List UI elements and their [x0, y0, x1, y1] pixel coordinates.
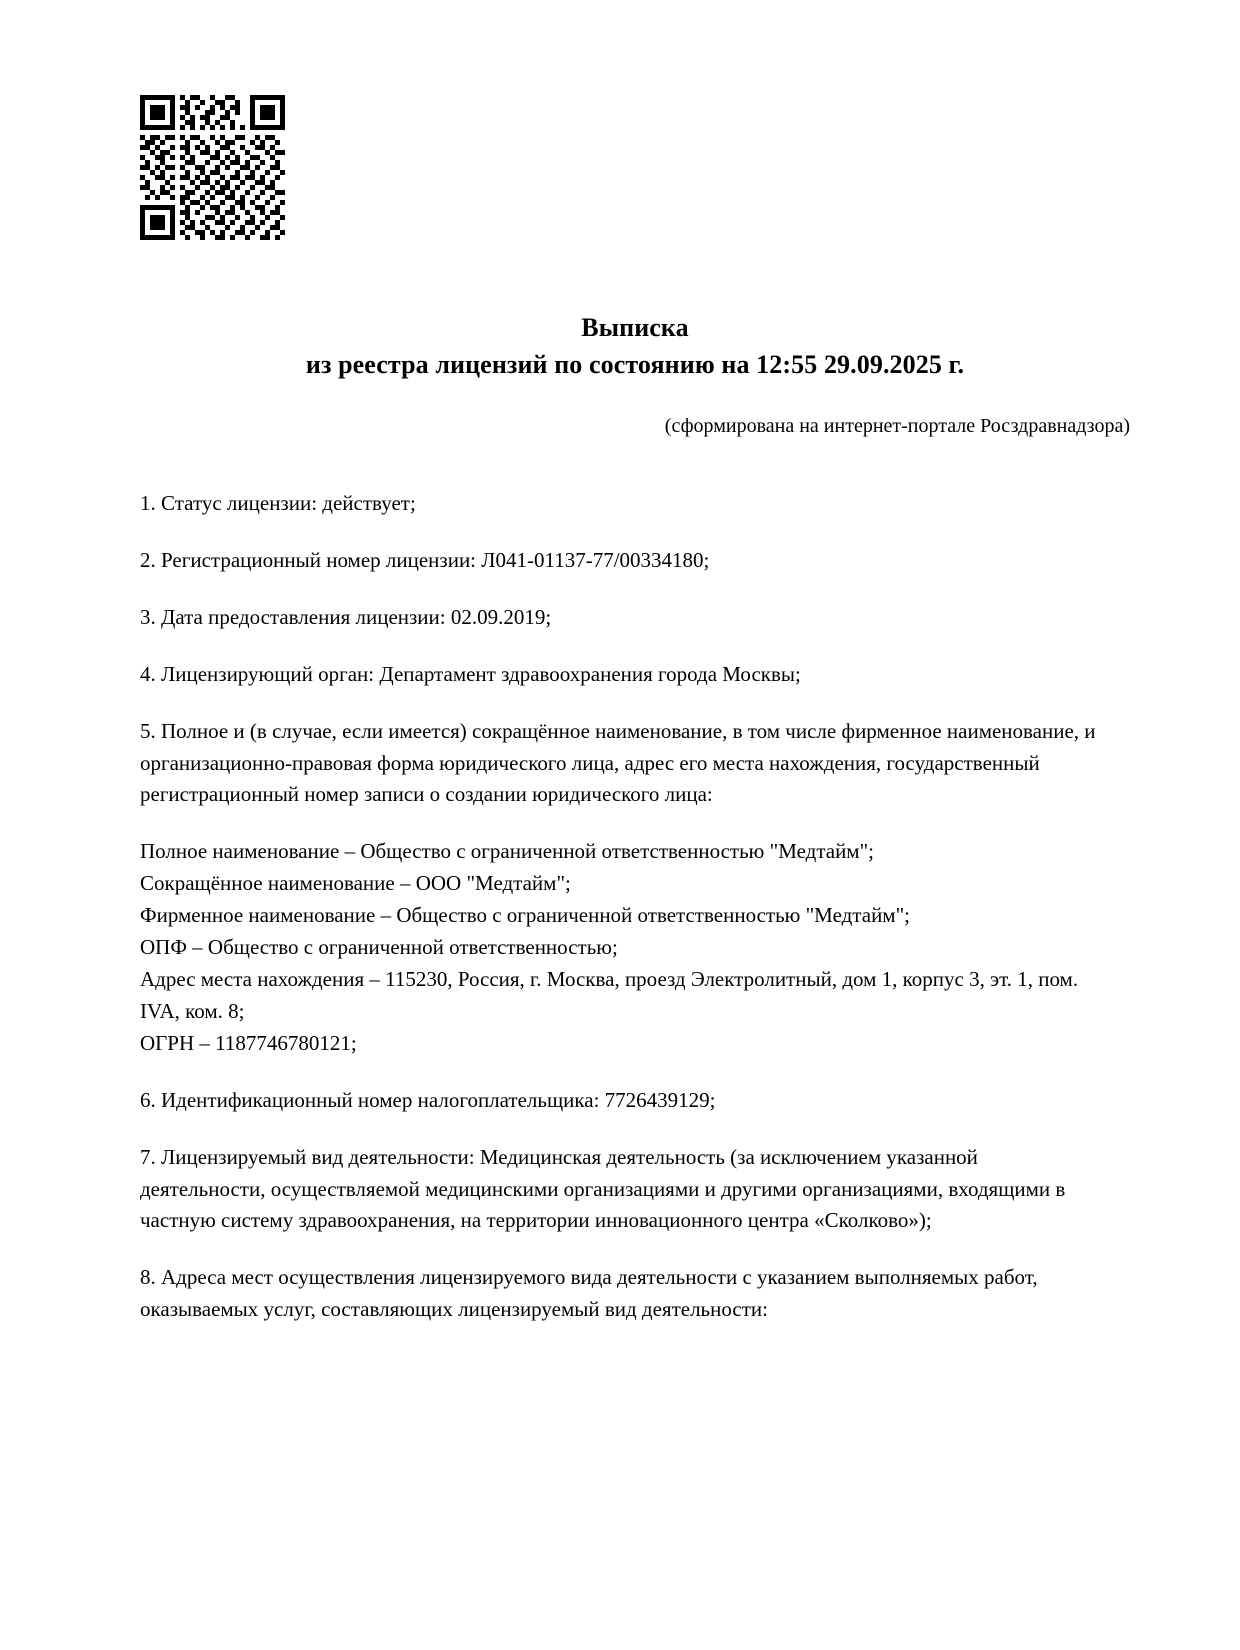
- entity-short-name: Сокращённое наименование – ООО "Медтайм";: [140, 871, 571, 896]
- item-entity-names-heading: 5. Полное и (в случае, если имеется) сокращённое наименование, в том числе фирменное наименование, и организационно-правовая форма юридического лица, адрес его места нахождения, государственный регистрационный номер записи о создании юридического лица:: [140, 718, 1096, 807]
- entity-legal-form: ОПФ – Общество с ограниченной ответственностью;: [140, 935, 618, 960]
- entity-details: [140, 836, 1102, 1059]
- formed-note: (сформирована на интернет-портале Росздравнадзора): [664, 415, 1130, 437]
- document-body: [140, 488, 1102, 1326]
- page-title: Выписка: [581, 313, 689, 342]
- item-registration-number: 2. Регистрационный номер лицензии: Л041-01137-77/00334180;: [140, 547, 710, 572]
- item-inn: 6. Идентификационный номер налогоплательщика: 7726439129;: [140, 1087, 716, 1112]
- item-licensing-authority: 4. Лицензирующий орган: Департамент здравоохранения города Москвы;: [140, 661, 801, 686]
- entity-address: Адрес места нахождения – 115230, Россия, г. Москва, проезд Электролитный, дом 1, корпус 3, эт. 1, пом. IVA, ком. 8;: [140, 966, 1079, 1023]
- entity-brand-name: Фирменное наименование – Общество с ограниченной ответственностью "Медтайм";: [140, 903, 910, 928]
- entity-ogrn: ОГРН – 1187746780121;: [140, 1030, 357, 1055]
- title-block: [140, 310, 1130, 384]
- item-status: 1. Статус лицензии: действует;: [140, 491, 416, 515]
- item-issue-date: 3. Дата предоставления лицензии: 02.09.2019;: [140, 604, 552, 629]
- qr-code-icon: [140, 95, 285, 240]
- entity-full-name: Полное наименование – Общество с ограниченной ответственностью "Медтайм";: [140, 839, 875, 864]
- qr-code: [140, 95, 285, 240]
- item-licensed-activity: 7. Лицензируемый вид деятельности: Медицинская деятельность (за исключением указанной деятельности, осуществляемой медицинскими организациями и другими организациями, входящими в частную систему здравоохранения, на территории инновационного центра «Сколково»);: [140, 1144, 1066, 1233]
- page-subtitle: из реестра лицензий по состоянию на 12:55 29.09.2025 г.: [305, 349, 965, 379]
- item-activity-addresses-heading: 8. Адреса мест осуществления лицензируемого вида деятельности с указанием выполняемых работ, оказываемых услуг, составляющих лицензируемый вид деятельности:: [140, 1265, 1038, 1322]
